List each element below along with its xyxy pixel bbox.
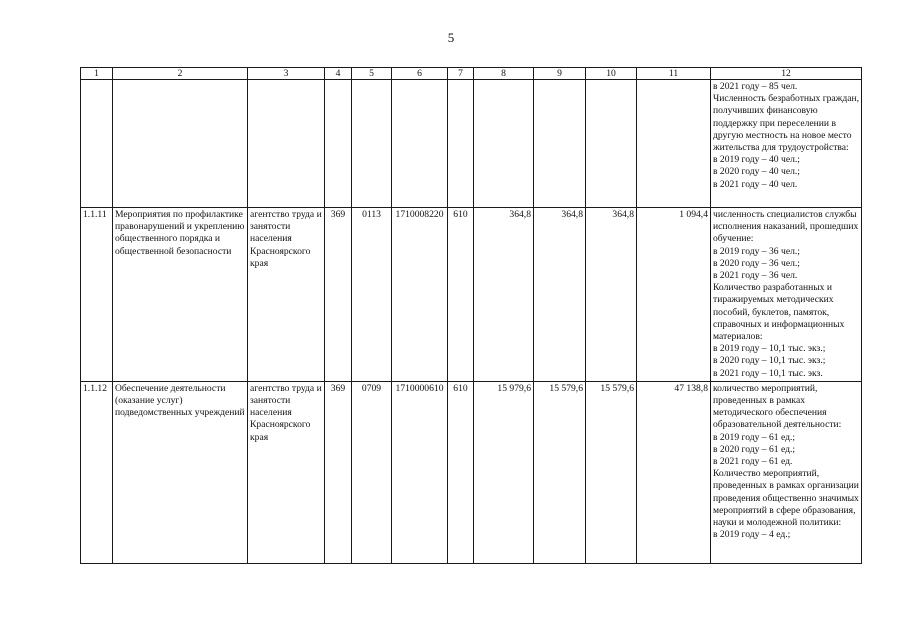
column-header: 9 [534, 68, 586, 80]
cell-2020 [534, 80, 586, 208]
cell-grbs: 369 [325, 381, 352, 563]
column-header: 7 [448, 68, 474, 80]
table-row [81, 381, 862, 563]
cell-csr [392, 80, 448, 208]
column-header: 1 [81, 68, 113, 80]
cell-rzpr [352, 80, 392, 208]
cell-measure-name [113, 80, 248, 208]
cell-2019: 15 979,6 [474, 381, 534, 563]
cell-expected-result: в 2021 году – 85 чел. Численность безработных граждан, получивших финансовую поддержку при переселении в другую местность на новое место жительства для трудоустройства: в 2019 году – 40 чел.; в 2020 году – 40 чел.; в 2021 году – 40 чел. [711, 80, 862, 208]
column-header: 5 [352, 68, 392, 80]
column-header: 6 [392, 68, 448, 80]
column-header: 2 [113, 68, 248, 80]
cell-executor: агентство труда и занятости населения Красноярского края [248, 208, 325, 382]
cell-csr: 1710000610 [392, 381, 448, 563]
cell-total: 1 094,4 [637, 208, 711, 382]
cell-2019 [474, 80, 534, 208]
cell-2021: 15 579,6 [586, 381, 637, 563]
cell-vr: 610 [448, 381, 474, 563]
cell-vr [448, 80, 474, 208]
page-number: 5 [447, 30, 455, 45]
column-header: 3 [248, 68, 325, 80]
cell-expected-result: численность специалистов службы исполнения наказаний, прошедших обучение: в 2019 году – 36 чел.; в 2020 году – 36 чел.; в 2021 году – 36 чел. Количество разработанных и тиражируемых методических пособий, буклетов, памяток, справочных и информационных материалов: в 2019 году – 10,1 тыс. экз.; в 2020 году – 10,1 тыс. экз.; в 2021 году – 10,1 тыс. экз. [711, 208, 862, 382]
table-row [81, 208, 862, 382]
cell-rzpr: 0113 [352, 208, 392, 382]
table-row [81, 80, 862, 208]
column-header: 8 [474, 68, 534, 80]
cell-executor [248, 80, 325, 208]
column-header: 11 [637, 68, 711, 80]
cell-total: 47 138,8 [637, 381, 711, 563]
cell-2019: 364,8 [474, 208, 534, 382]
cell-measure-name: Мероприятия по профилактике правонарушений и укреплению общественного порядка и общественной безопасности [113, 208, 248, 382]
column-header: 4 [325, 68, 352, 80]
cell-executor: агентство труда и занятости населения Красноярского края [248, 381, 325, 563]
column-header: 12 [711, 68, 862, 80]
cell-vr: 610 [448, 208, 474, 382]
cell-expected-result: количество мероприятий, проведенных в рамках методического обеспечения образовательной деятельности: в 2019 году – 61 ед.; в 2020 году – 61 ед.; в 2021 году – 61 ед. Количество мероприятий, проведенных в рамках организации проведения общественно значимых мероприятий в сфере образования, науки и молодежной политики: в 2019 году – 4 ед.; [711, 381, 862, 563]
cell-measure-name: Обеспечение деятельности (оказание услуг) подведомственных учреждений [113, 381, 248, 563]
cell-rzpr: 0709 [352, 381, 392, 563]
cell-number: 1.1.11 [81, 208, 113, 382]
cell-2020: 364,8 [534, 208, 586, 382]
cell-grbs: 369 [325, 208, 352, 382]
cell-2020: 15 579,6 [534, 381, 586, 563]
cell-csr: 1710008220 [392, 208, 448, 382]
column-header: 10 [586, 68, 637, 80]
cell-grbs [325, 80, 352, 208]
cell-2021: 364,8 [586, 208, 637, 382]
cell-total [637, 80, 711, 208]
cell-2021 [586, 80, 637, 208]
cell-number [81, 80, 113, 208]
column-number-row [81, 68, 862, 80]
program-measures-table [80, 67, 862, 564]
cell-number: 1.1.12 [81, 381, 113, 563]
